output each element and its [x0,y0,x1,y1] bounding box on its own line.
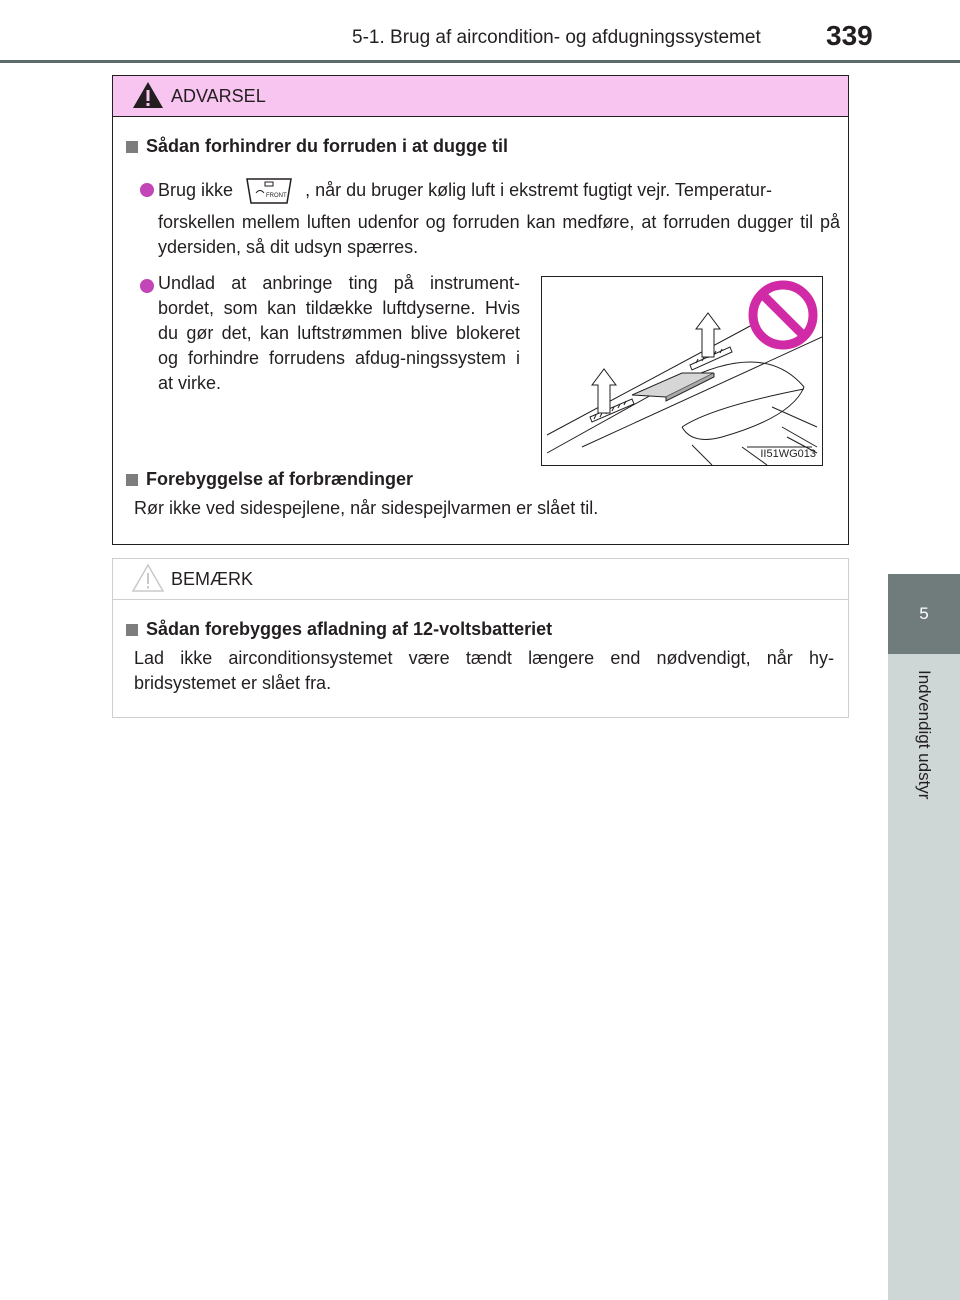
warning-bullet-1 [158,176,840,206]
bullet-icon [140,279,154,293]
warning-heading-defog [126,136,508,157]
warning-heading-burns [126,469,413,490]
notice-title: BEMÆRK [171,569,254,589]
chapter-title: Indvendigt udstyr [915,670,934,800]
heading-text: Sådan forebygges afladning af 12-voltsbatteriet [146,619,553,639]
page-number: 339 [826,20,873,51]
square-bullet-icon [126,141,138,153]
warning-triangle-icon [131,80,165,110]
section-title: 5-1. Brug af aircondition- og afdugningssystemet [352,27,761,48]
heading-text: Sådan forhindrer du forruden i at dugge til [146,136,509,156]
chapter-label [888,670,960,870]
square-bullet-icon [126,624,138,636]
heading-text: Forebyggelse af forbrændinger [146,469,414,489]
header-divider [0,60,960,63]
warning-bullet-1-continuation: forskellen mellem luften udenfor og forruden kan medføre, at forruden dugger til på ydersiden, så dit udsyn spærres. [158,212,840,257]
bullet-icon [140,183,154,197]
bullet-1-text-end: , når du bruger kølig luft i ekstremt fugtigt vejr. Temperatur- [305,179,772,200]
figure-code: II51WG013 [760,448,816,460]
warning-title: ADVARSEL [171,86,266,106]
front-button-label: FRONT [266,193,287,199]
notice-heading [126,619,552,640]
notice-header [113,559,848,600]
warning-header [113,76,848,117]
warning-burns-text: Rør ikke ved sidespejlene, når sidespejlvarmen er slået til. [134,498,599,518]
warning-bullet-2: Undlad at anbringe ting på instrument-bordet, som kan tildække luftdyserne. Hvis du gør det, kan luftstrømmen blive blokeret og forhindre forrudens afdug-ningssystem i at virke. [158,273,520,393]
dashboard-illustration [541,276,823,466]
caution-triangle-icon [131,563,165,593]
notice-text: Lad ikke airconditionsystemet være tændt længere end nødvendigt, når hy-bridsystemet er slået fra. [134,648,834,693]
front-defroster-button-icon [244,176,294,206]
chapter-number: 5 [919,604,929,623]
bullet-1-text-start: Brug ikke [158,179,234,200]
dashboard-vents-drawing [542,277,822,465]
square-bullet-icon [126,474,138,486]
chapter-tab[interactable] [888,574,960,654]
